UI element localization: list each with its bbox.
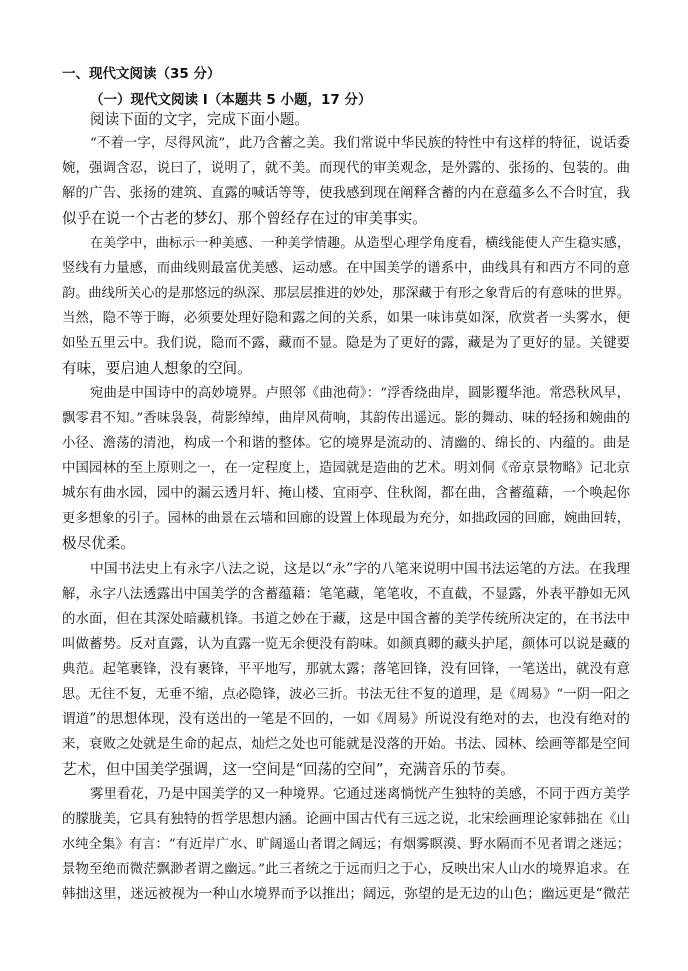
- paragraph-4-line: 谓道”的思想体现，没有送出的一笔是不回的，一如《周易》所说没有绝对的去，也没有绝对的: [62, 711, 630, 727]
- paragraph-5-line: 景物至绝而微茫飘渺者谓之幽远。”此三者统之于远而归之于心，反映出宋人山水的境界追求。在: [62, 862, 630, 877]
- paragraph-2-line: 在美学中，曲标示一种美感、一种美学情趣。从造型心理学角度看，横线能使人产生稳实感，: [90, 236, 630, 251]
- paragraph-3-line: 城东有曲水园，园中的漏云透月轩、掩山楼、宜雨亭、住秋阁，都在曲，含蓄蕴藉，一个唤起你: [62, 486, 630, 501]
- paragraph-1-line: 似乎在说一个古老的梦幻、那个曾经存在过的审美事实。: [62, 210, 427, 227]
- paragraph-3-line: 极尽优柔。: [62, 535, 135, 552]
- paragraph-5-line: 的朦胧美，它具有独特的哲学思想内涵。论画中国古代有三远之说，北宋绘画理论家韩拙在《山: [62, 812, 630, 827]
- paragraph-3-line: 中国园林的至上原则之一，在一定程度上，造园就是造曲的艺术。明刘侗《帝京景物略》记北京: [62, 461, 630, 476]
- paragraph-4-line: 艺术，但中国美学强调，这一空间是“回荡的空间”，充满音乐的节奏。: [62, 761, 515, 778]
- paragraph-5-line: 韩拙这里，迷远被视为一种山水境界而予以推出；阔远，弥望的是无边的山色；幽远更是“微茫: [62, 886, 630, 902]
- paragraph-4-line: 中国书法史上有永字八法之说，这是以“永”字的八笔来说明中国书法运笔的方法。在我理: [90, 561, 630, 577]
- paragraph-3-line: 更多想象的引子。园林的曲景在云墙和回廊的设置上体现最为充分，如拙政园的回廊，婉曲回转，: [62, 511, 630, 526]
- paragraph-2-line: 当然，隐不等于晦，必须要处理好隐和露之间的关系，如果一味讳莫如深，欣赏者一头雾水，便: [62, 311, 630, 326]
- subsection-title: （一）现代文阅读 I（本题共 5 小题，17 分）: [90, 92, 372, 108]
- paragraph-3-line: 小径、澹荡的清池，构成一个和谐的整体。它的境界是流动的、清幽的、绵长的、内蕴的。曲是: [62, 436, 630, 451]
- paragraph-4-line: 典范。起笔裹锋，没有裹锋，平平地写，那就太露；落笔回锋，没有回锋，一笔送出，就没有意: [62, 662, 630, 677]
- paragraph-3-line: 飘零君不知。”香味袅袅，荷影绰绰，曲岸风荷响，其韵传出遥远。影的舞动、味的轻扬和婉曲的: [62, 411, 630, 426]
- paragraph-2-line: 有味，要启迪人想象的空间。: [62, 360, 252, 377]
- paragraph-1-line: 婉，强调含忍，说曰了，说明了，就不美。而现代的审美观念，是外露的、张扬的、包装的。曲: [62, 161, 630, 176]
- paragraph-1-line: 解的广告、张扬的建筑、直露的喊话等等，使我感到现在阐释含蓄的内在意蕴多么不合时宜，我: [62, 186, 630, 201]
- paragraph-4-line: 解，永字八法透露出中国美学的含蓄蕴藉：笔笔藏，笔笔收，不直截，不显露，外表平静如无风: [62, 587, 630, 602]
- paragraph-4-line: 的水面，但在其深处暗藏机锋。书道之妙在于藏，这是中国含蓄的美学传统所决定的，在书法中: [62, 612, 630, 627]
- instruction-text: 阅读下面的文字，完成下面小题。: [90, 111, 309, 128]
- paragraph-4-line: 思。无往不复，无垂不缩，点必隐锋，波必三折。书法无往不复的道理，是《周易》“一阴一阳之: [62, 687, 630, 702]
- paragraph-2-line: 竖线有力量感，而曲线则最富优美感、运动感。在中国美学的谱系中，曲线具有和西方不同的意: [62, 261, 630, 276]
- paragraph-4-line: 来，衰败之处就是生命的起点，灿烂之处也可能就是没落的开始。书法、园林、绘画等都是空间: [62, 737, 630, 752]
- paragraph-4-line: 叫做蓄势。反对直露，认为直露一览无余便没有韵味。如颜真卿的藏头护尾，颜体可以说是藏的: [62, 637, 630, 652]
- section-title: 一、现代文阅读（35 分）: [62, 66, 221, 82]
- paragraph-1-line: “不着一字，尽得风流”，此乃含蓄之美。我们常说中华民族的特性中有这样的特征，说话委: [90, 136, 630, 151]
- paragraph-2-line: 韵。曲线所关心的是那悠远的纵深、那层层推进的妙处，那深藏于有形之象背后的有意味的世界。: [62, 286, 630, 301]
- paragraph-2-line: 如坠五里云中。我们说，隐而不露，藏而不显。隐是为了更好的露，藏是为了更好的显。关键要: [62, 336, 630, 351]
- paragraph-3-line: 宛曲是中国诗中的高妙境界。卢照邻《曲池荷》：“浮香绕曲岸，圆影覆华池。常恐秋风早，: [90, 386, 630, 401]
- paragraph-5-line: 水纯全集》有言：“有近岸广水、旷阔遥山者谓之阔远；有烟雾瞑漠、野水隔而不见者谓之迷远；: [62, 837, 630, 852]
- paragraph-5-line: 雾里看花，乃是中国美学的又一种境界。它通过迷离惝恍产生独特的美感，不同于西方美学: [90, 787, 630, 802]
